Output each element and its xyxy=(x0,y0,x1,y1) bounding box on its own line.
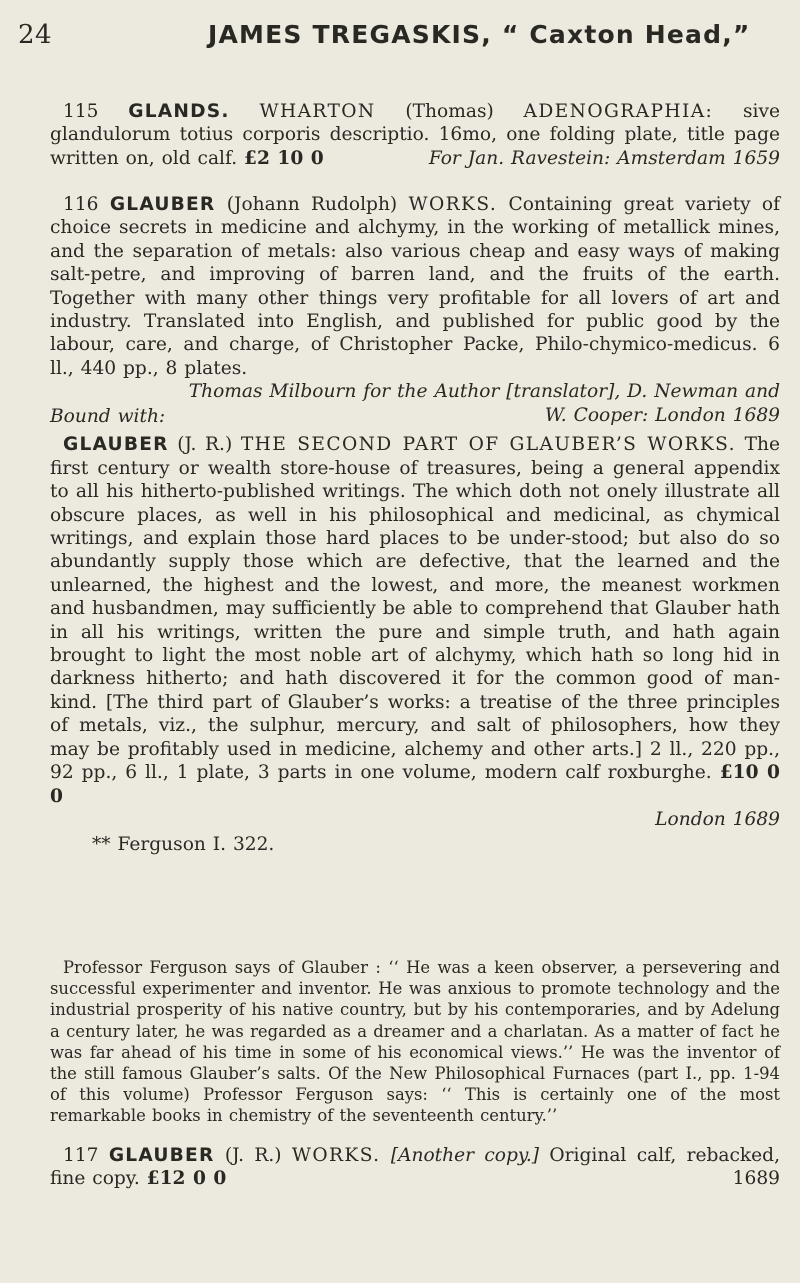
entry-note: Professor Ferguson says of Glauber : ‘‘ He was a keen observer, a persevering and successful experimenter and inventor. He was anxious to promote technology and the industrial prosperity of his native country, but by his contemporaries, and by Adelung a century later, he was regarded as a dreamer and a charlatan. As a matter of fact he was far ahead of his time in some of his economical views.’’ He was the inventor of the still famous Glauber’s salts. Of the New Philosophical Furnaces (part I., pp. 1-94 of this volume) Professor Ferguson says: ‘‘ This is certainly one of the most remarkable books in chemistry of the seventeenth century.’’ xyxy=(50,958,780,1126)
bound-body: The first century or wealth store-house of treasures, being a general appendix to all his hitherto-published writings. The which doth not onely illustrate all obscure places, as well in his philosophical and medicinal, as chymical writings, and explain those hard places to be under-stood; but also do so abundantly supply those which are defective, that the learned and the unlearned, the highest and the lowest, and more, the meanest workmen and husbandmen, may sufficiently be able to comprehend that Glauber hath in all his writings, written the pure and simple truth, and hath again brought to light the most noble art of alchymy, which hath so long hid in darkness hitherto; and hath discovered it for the common good of man-kind. [The third part of Glauber’s works: a treatise of the three principles of metals, viz., the sulphur, mercury, and salt of philosophers, how they may be profitably used in medicine, alchemy and other arts.] 2 ll., 220 pp., 92 pp., 6 ll., 1 plate, 3 parts in one volume, modern calf roxburghe. xyxy=(50,434,780,784)
entry-author-detail: (J. R.) xyxy=(224,1145,282,1166)
bound-title: THE SECOND PART OF GLAUBER’S WORKS. xyxy=(240,434,736,456)
entry-body: sive glandulorum totius corporis descriptio. 16mo, one folding plate, title page written on, old calf. xyxy=(50,101,781,169)
entry-imprint-line-2: W. Cooper: London 1689 xyxy=(544,404,780,426)
entry-author-detail: (Johann Rudolph) xyxy=(226,194,398,215)
entry-title: ADENOGRAPHIA: xyxy=(523,101,714,122)
bound-heading: GLAUBER xyxy=(63,434,169,456)
entry-title: WORKS. xyxy=(291,1145,381,1166)
bound-with-label: Bound with: xyxy=(50,406,166,427)
entry-heading: GLAUBER xyxy=(109,194,216,215)
running-title: JAMES TREGASKIS, “ Caxton Head,” xyxy=(208,20,751,49)
bound-with-block xyxy=(50,405,780,857)
page-number: 24 xyxy=(18,20,53,50)
entry-price: £12 0 0 xyxy=(146,1168,227,1190)
entry-title: WORKS. xyxy=(408,194,498,215)
entry-note-italic: [Another copy.] xyxy=(390,1145,540,1166)
entry-body: Original calf, rebacked, fine copy. xyxy=(50,1145,780,1190)
entry-year: 1689 xyxy=(732,1168,780,1190)
entry-price: £2 10 0 xyxy=(244,147,324,169)
entry-number: 116 xyxy=(63,194,99,215)
reference: ** Ferguson I. 322. xyxy=(92,834,275,856)
bound-author: (J. R.) xyxy=(177,434,233,456)
bound-with-entry xyxy=(50,433,780,831)
entry-body: Containing great variety of choice secrets in medicine and alchymy, in the working of metallick mines, and the separation of metals: also various cheap and easy ways of making salt-petre, and improving of barren land, and the fruits of the earth. Together with many other things very profitable for all lovers of art and industry. Translated into English, and published for public good by the labour, care, and charge, of Christopher Packe, Philo-chymico-medicus. 6 ll., 440 pp., 8 plates. xyxy=(50,194,780,379)
catalogue-entry-115 xyxy=(50,100,780,170)
entry-author-detail: (Thomas) xyxy=(405,101,494,122)
bound-imprint: London 1689 xyxy=(655,808,780,830)
entry-number: 115 xyxy=(63,101,99,122)
entry-author: WHARTON xyxy=(259,101,376,122)
catalogue-entry-116 xyxy=(50,193,780,427)
bound-price: £10 0 0 xyxy=(50,762,780,807)
entry-imprint-line-1: Thomas Milbourn for the Author [translator], D. Newman and xyxy=(188,381,780,403)
entry-heading: GLANDS. xyxy=(128,101,230,122)
catalogue-entry-117 xyxy=(50,1144,780,1191)
entry-number: 117 xyxy=(63,1145,99,1166)
entry-heading: GLAUBER xyxy=(108,1145,215,1166)
page-header xyxy=(18,20,770,50)
entry-imprint: For Jan. Ravestein: Amsterdam 1659 xyxy=(428,147,780,169)
